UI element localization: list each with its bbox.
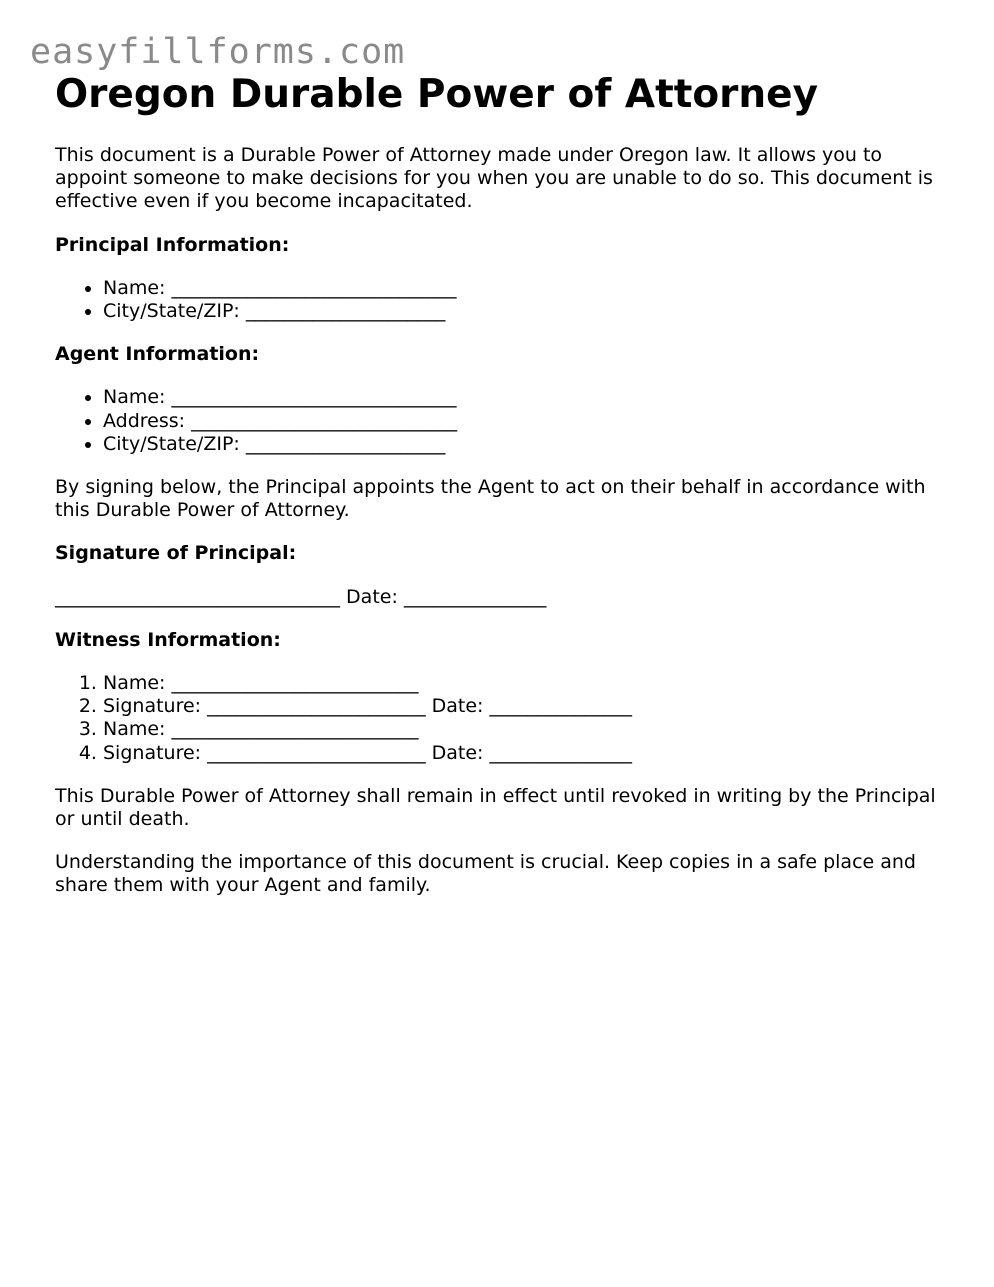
intro-paragraph: This document is a Durable Power of Attorney made under Oregon law. It allows you to appoint someone to make decisions for you when you are unable to do so. This document is effective even if you become incapacitated. xyxy=(55,144,933,213)
principal-signature-line: ______________________________ Date: _______________ xyxy=(55,585,547,608)
witness-1-name-field: 1. Name: __________________________ xyxy=(103,672,945,695)
witness-heading: Witness Information: xyxy=(55,628,281,651)
closing-paragraph: Understanding the importance of this document is crucial. Keep copies in a safe place and share them with your Agent and family. xyxy=(55,851,916,897)
signature-heading: Signature of Principal: xyxy=(55,542,297,565)
agent-name-field: • Name: ______________________________ xyxy=(103,386,945,409)
principal-city-state-zip-field: • City/State/ZIP: _____________________ xyxy=(103,300,945,323)
agent-fields xyxy=(55,386,945,456)
document-page xyxy=(55,72,945,898)
document-title: Oregon Durable Power of Attorney xyxy=(55,72,819,117)
witness-1-signature-field: 2. Signature: _______________________ Date: _______________ xyxy=(103,695,945,718)
duration-paragraph: This Durable Power of Attorney shall remain in effect until revoked in writing by the Principal or until death. xyxy=(55,784,936,831)
witness-2-name-field: 3. Name: __________________________ xyxy=(103,718,945,741)
appointment-paragraph: By signing below, the Principal appoints the Agent to act on their behalf in accordance with this Durable Power of Attorney. xyxy=(55,476,926,522)
principal-name-field: • Name: ______________________________ xyxy=(103,277,945,300)
principal-heading: Principal Information: xyxy=(55,233,290,256)
principal-fields xyxy=(55,277,945,323)
witness-fields xyxy=(55,672,945,765)
agent-address-field: • Address: ____________________________ xyxy=(103,410,945,433)
witness-2-signature-field: 4. Signature: _______________________ Date: _______________ xyxy=(103,742,945,765)
watermark: easyfillforms.com xyxy=(30,32,406,72)
agent-heading: Agent Information: xyxy=(55,343,260,366)
agent-city-state-zip-field: • City/State/ZIP: _____________________ xyxy=(103,433,945,456)
